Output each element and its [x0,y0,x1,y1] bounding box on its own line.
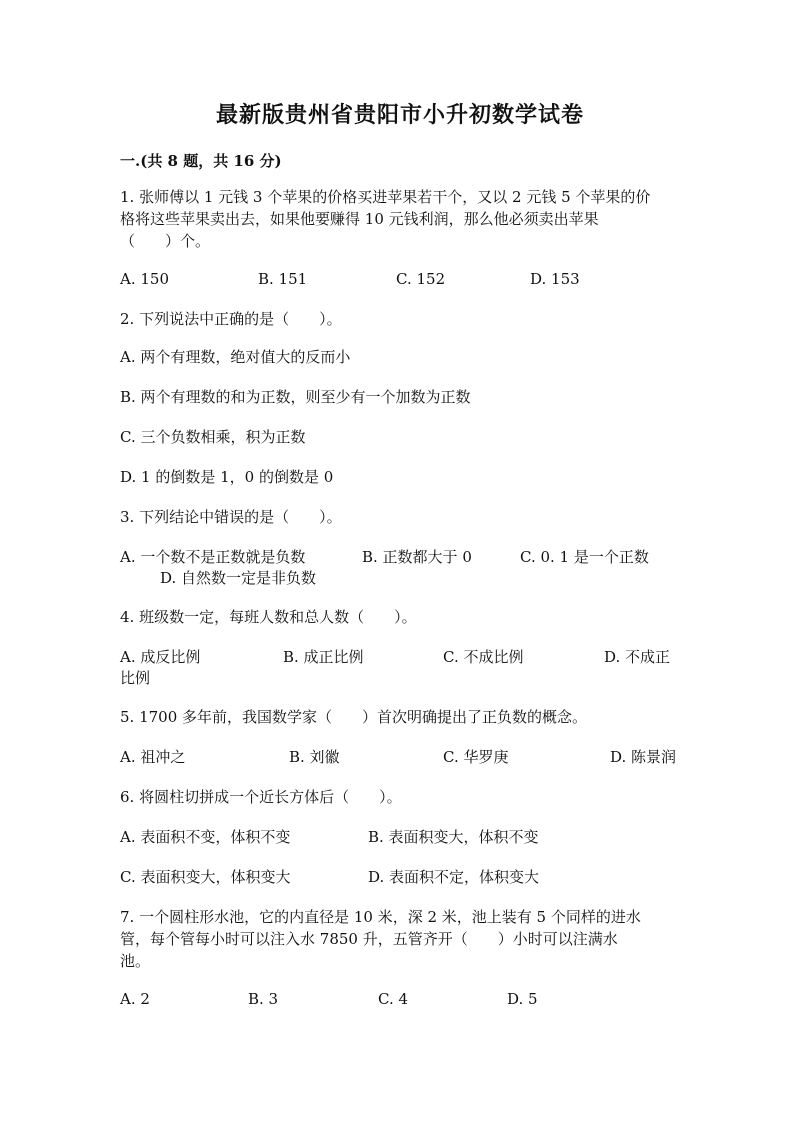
question-stem-line: （ ）个。 [120,232,211,250]
question-3-option-c: C. 0. 1 是一个正数 [520,548,649,566]
question-3-option-b: B. 正数都大于 0 [362,548,472,566]
page-title: 最新版贵州省贵阳市小升初数学试卷 [215,102,584,128]
question-6-option-d: D. 表面积不定，体积变大 [368,868,540,886]
question-2-option-a: A. 两个有理数，绝对值大的反而小 [120,348,351,366]
question-6-option-b: B. 表面积变大，体积不变 [368,828,539,846]
question-1-stem [120,186,680,252]
question-6-option-c: C. 表面积变大，体积变大 [120,868,291,886]
question-2-option-d: D. 1 的倒数是 1，0 的倒数是 0 [120,468,334,486]
question-stem-line: 1. 张师傅以 1 元钱 3 个苹果的价格买进苹果若干个，又以 2 元钱 5 个苹果的价 [120,188,651,206]
question-5-option-b: B. 刘徽 [289,748,340,766]
section-heading: 一.(共 8 题，共 16 分) [120,152,282,170]
question-2-option-c: C. 三个负数相乘，积为正数 [120,428,306,446]
question-stem-line: 3. 下列结论中错误的是（ ）。 [120,508,342,526]
question-2-option-b: B. 两个有理数的和为正数，则至少有一个加数为正数 [120,388,471,406]
question-7-stem [120,906,680,972]
question-1-option-a: A. 150 [120,270,169,288]
question-3-stem [120,506,680,528]
question-stem-line: 6. 将圆柱切拼成一个近长方体后（ ）。 [120,788,402,806]
question-1-option-b: B. 151 [258,270,308,288]
question-4-stem [120,606,680,628]
question-1-option-c: C. 152 [396,270,446,288]
question-stem-line: 7. 一个圆柱形水池，它的内直径是 10 米，深 2 米，池上装有 5 个同样的进水 [120,908,641,926]
question-stem-line: 池。 [120,952,151,970]
question-7-option-b: B. 3 [248,990,279,1008]
question-stem-line: 管，每个管每小时可以注入水 7850 升，五管齐开（ ）小时可以注满水 [120,930,618,948]
question-3-option-a: A. 一个数不是正数就是负数 [120,548,306,566]
question-1-option-d: D. 153 [530,270,580,288]
question-4-option-d-wrap: 比例 [120,669,151,687]
question-4-option-d: D. 不成正 [604,648,671,666]
question-5-option-a: A. 祖冲之 [120,748,186,766]
question-4-option-c: C. 不成比例 [443,648,524,666]
question-5-stem [120,706,680,728]
question-7-option-d: D. 5 [507,990,538,1008]
question-5-option-d: D. 陈景润 [610,748,677,766]
question-stem-line: 2. 下列说法中正确的是（ ）。 [120,310,342,328]
question-stem-line: 格将这些苹果卖出去，如果他要赚得 10 元钱利润，那么他必须卖出苹果 [120,210,599,228]
question-6-stem [120,786,680,808]
question-3-option-d: D. 自然数一定是非负数 [160,569,317,587]
question-7-option-c: C. 4 [378,990,409,1008]
question-2-stem [120,308,680,330]
question-5-option-c: C. 华罗庚 [443,748,509,766]
question-stem-line: 4. 班级数一定，每班人数和总人数（ ）。 [120,608,417,626]
question-4-option-a: A. 成反比例 [120,648,201,666]
question-6-option-a: A. 表面积不变，体积不变 [120,828,291,846]
question-7-option-a: A. 2 [120,990,150,1008]
question-stem-line: 5. 1700 多年前，我国数学家（ ）首次明确提出了正负数的概念。 [120,708,588,726]
question-4-option-b: B. 成正比例 [283,648,364,666]
